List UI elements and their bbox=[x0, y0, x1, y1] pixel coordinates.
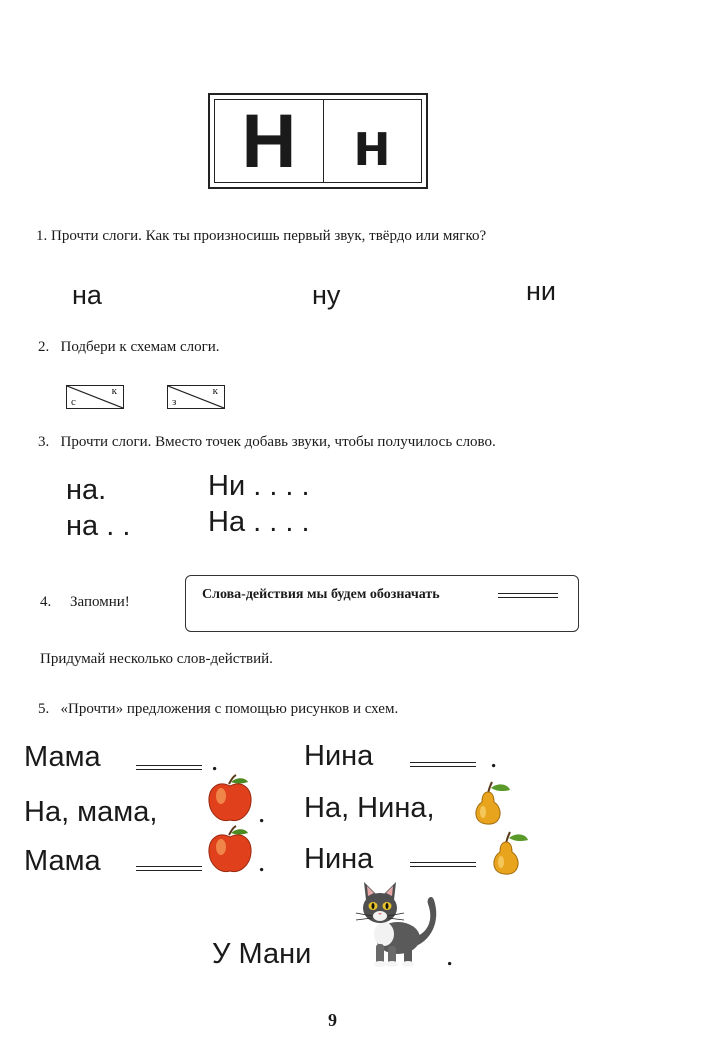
syllable-nu: ну bbox=[312, 280, 341, 310]
scheme-label-consonant: з bbox=[172, 396, 177, 408]
sentence-right-1-word: Нина bbox=[304, 740, 374, 772]
letter-card bbox=[208, 93, 428, 189]
remember-text: Слова-действия мы будем обозначать bbox=[202, 587, 440, 602]
letter-upper: Н bbox=[241, 99, 297, 184]
remember-box bbox=[185, 575, 579, 632]
syllable-scheme-2 bbox=[167, 385, 225, 409]
sentence-right-2-word: На, Нина, bbox=[304, 792, 435, 824]
syllable-scheme-1 bbox=[66, 385, 124, 409]
scheme-label-consonant: с bbox=[71, 396, 76, 408]
sentence-period: . bbox=[490, 742, 498, 774]
sentence-period: . bbox=[258, 846, 266, 878]
kitten-icon bbox=[350, 876, 440, 968]
pear-icon bbox=[470, 780, 514, 826]
sentence-left-3-word: Мама bbox=[24, 845, 101, 877]
action-double-line bbox=[136, 866, 202, 871]
scheme-label-k: к bbox=[212, 385, 218, 397]
scheme-label-k: к bbox=[111, 385, 117, 397]
letter-lower: н bbox=[353, 110, 391, 179]
letter-card-inner bbox=[214, 99, 422, 183]
task1-text: 1. Прочти слоги. Как ты произносишь первый звук, твёрдо или мягко? bbox=[36, 228, 487, 244]
sentence-period: . bbox=[258, 797, 266, 829]
sentence-period: . bbox=[446, 940, 454, 972]
task3-item-1: на. bbox=[66, 474, 107, 506]
sentence-left-2-word: На, мама, bbox=[24, 796, 158, 828]
apple-icon bbox=[206, 774, 254, 824]
pear-icon bbox=[488, 830, 532, 876]
task3-text: 3. Прочти слоги. Вместо точек добавь звуки, чтобы получилось слово. bbox=[38, 434, 496, 450]
action-double-line bbox=[410, 762, 476, 767]
task4-number: 4. bbox=[40, 594, 52, 610]
sentence-left-1-word: Мама bbox=[24, 741, 101, 773]
action-double-line bbox=[498, 593, 558, 598]
task2-text: 2. Подбери к схемам слоги. bbox=[38, 339, 220, 355]
syllable-ni: ни bbox=[526, 276, 556, 306]
task3-item-2: Ни . . . . bbox=[208, 470, 310, 502]
action-double-line bbox=[410, 862, 476, 867]
task3-item-3: на . . bbox=[66, 510, 131, 542]
sentence-period: . bbox=[211, 745, 219, 777]
task5-text: 5. «Прочти» предложения с помощью рисунков и схем. bbox=[38, 701, 399, 717]
sentence-right-3-word: Нина bbox=[304, 843, 374, 875]
action-double-line bbox=[136, 765, 202, 770]
syllable-na: на bbox=[72, 280, 102, 310]
task4-after-text: Придумай несколько слов-действий. bbox=[40, 651, 273, 667]
page-number: 9 bbox=[328, 1010, 337, 1030]
apple-icon bbox=[206, 825, 254, 875]
task4-label: Запомни! bbox=[70, 594, 130, 610]
sentence-bottom-word: У Мани bbox=[212, 938, 312, 970]
task3-item-4: На . . . . bbox=[208, 506, 310, 538]
